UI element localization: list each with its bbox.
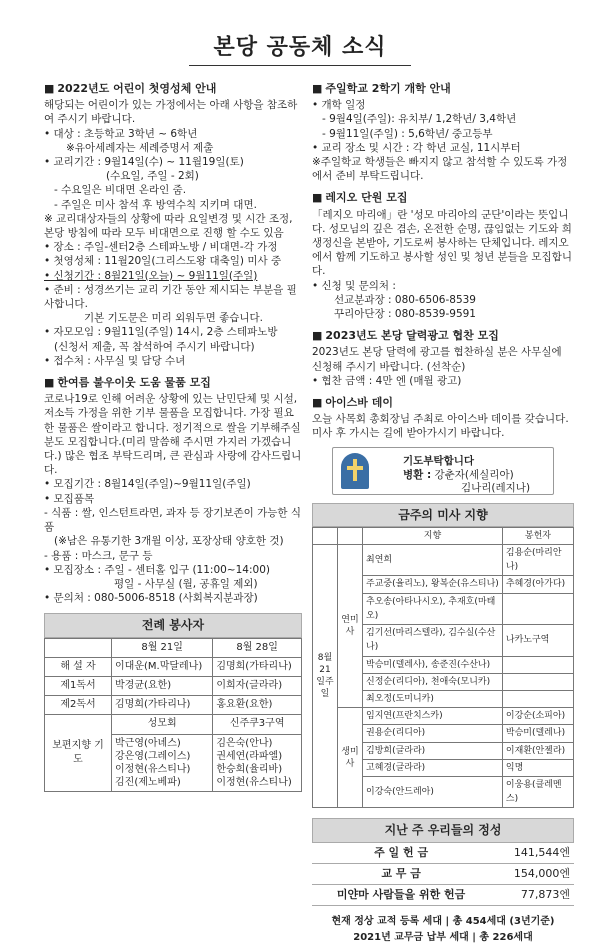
communion-wed: - 수요일은 비대면 온라인 줌. — [54, 184, 187, 197]
offering-footer — [312, 914, 574, 946]
service-banner: 전례 봉사자 — [44, 613, 302, 637]
sunday-school-line: • 개학 일정 — [312, 99, 366, 112]
prayer-line-1: 병환 : 강춘자(세실리아) — [403, 468, 514, 481]
section-heading-sunday-school: ■ 주일학교 2학기 개학 안내 — [312, 82, 451, 95]
table-row: 8월21일주일 연미사 최연희 김용순(마리안나) — [313, 545, 574, 576]
square-bullet-icon: ■ — [312, 191, 323, 205]
table-row: 해 설 자 이대운(M.막달레나) 김명희(가타리나) — [45, 657, 302, 676]
communion-period: • 교리기간 : 9월14일(수) ~ 11월19일(토) — [44, 156, 244, 169]
donation-contact: • 문의처 : 080-5006-8518 (사회복지분과장) — [44, 592, 258, 605]
prayer-title: 기도부탁합니다 — [403, 454, 475, 467]
communion-parents: • 자모모임 : 9월11일(주일) 14시, 2층 스테파노방 — [44, 326, 278, 339]
section-heading-communion: ■ 2022년도 어린이 첫영성체 안내 — [44, 82, 217, 95]
page-title: 본당 공동체 소식 — [189, 30, 410, 66]
cross-icon — [341, 453, 369, 489]
calendar-body: 2023년도 본당 달력에 광고를 협찬하실 분은 사무실에 신청해 주시기 바랍니다. (선착순) — [312, 346, 562, 373]
section-heading-calendar: ■ 2023년도 본당 달력광고 협찬 모집 — [312, 329, 499, 343]
section-heading-legio: ■ 레지오 단원 모집 — [312, 191, 408, 205]
table-row: 주교중(율리노), 왕복순(유스티나) 추혜경(아가다) — [313, 576, 574, 593]
donation-goods: - 용품 : 마스크, 문구 등 — [44, 549, 153, 562]
offering-table — [312, 843, 574, 907]
table-row: 권용순(리디아) 박승미(델레나) — [313, 725, 574, 742]
table-row: 제2독서 김명희(가타리나) 홍요환(요한) — [45, 696, 302, 715]
table-row: 박승미(델레사), 송준진(수산나) — [313, 656, 574, 673]
communion-target: • 대상 : 초등학교 3학년 ~ 6학년 — [44, 127, 198, 140]
icecream-body: 오늘 사목회 총회장님 주최로 아이스바 데이를 갖습니다. 미사 후 가시는 길에 받아가시기 바랍니다. — [312, 413, 569, 440]
table-row: 김방희(글라라) 이재환(안젤라) — [313, 742, 574, 759]
table-row: 생미사 임지연(프란치스카) 이강순(소피아) — [313, 708, 574, 725]
left-column — [44, 82, 302, 792]
donation-food-note: (※남은 유통기한 3개월 이상, 포장상태 양호한 것) — [54, 535, 284, 548]
service-date-1: 8월 21일 — [112, 638, 213, 657]
legio-contact: • 신청 및 문의처 : — [312, 279, 396, 292]
table-row: 김기선(마리스텔라), 김수실(수산나) 나카노구역 — [313, 625, 574, 656]
table-row: 제1독서 박경균(요한) 이희자(글라라) — [45, 676, 302, 695]
section-heading-icecream: ■ 아이스바 데이 — [312, 396, 393, 410]
right-column — [312, 82, 574, 946]
table-row: 신정순(리디아), 천애숙(모니카) — [313, 673, 574, 690]
sunday-school-line: • 교리 장소 및 시간 : 각 학년 교실, 11시부터 — [312, 141, 521, 154]
communion-parents2: (신청서 제출, 꼭 참석하여 주시기 바랍니다) — [54, 340, 255, 353]
prayer-request-box — [332, 447, 554, 495]
table-row: 이강숙(안드레아) 이웅용(클레멘스) — [313, 776, 574, 807]
donation-place2: 평일 - 사무실 (월, 공휴일 제외) — [114, 577, 258, 590]
donation-period: • 모집기간 : 8월14일(주일)~9월11일(주일) — [44, 478, 251, 491]
service-corner — [45, 638, 112, 657]
tithe-count: 2021년 교무금 납부 세대 | 총 226세대 — [353, 932, 533, 944]
square-bullet-icon: ■ — [312, 329, 323, 343]
square-bullet-icon: ■ — [44, 376, 55, 390]
communion-target-note: ※유아세례자는 세례증명서 제출 — [66, 141, 214, 154]
donation-food: - 식품 : 쌀, 인스턴트라면, 과자 등 장기보존이 가능한 식품 — [44, 506, 302, 534]
table-row: 보편지향 기 도 성모회 신주쿠3구역 — [45, 715, 302, 734]
service-prayer-right: 김은숙(안나) 권세연(라파엘) 한승희(율리바) 이정현(유스티나) — [213, 734, 302, 791]
prayer-line-2: 김나리(레지나) — [461, 481, 531, 494]
legio-body: 「레지오 마리애」란 '성모 마리아의 군단'이라는 뜻입니다. 성모님의 깊은 겸손, 온전한 순명, 끊임없는 기도와 희생정신을 본받아, 기도로써 봉사하는 단체입니다. 레지오에서 함께 기도하고 봉사할 성인 및 청년 분들을 모집합니다. — [312, 208, 572, 278]
service-prayer-left: 박근영(아녜스) 강은영(그레이스) 이정현(유스티나) 김진(제노베파) — [112, 734, 213, 791]
table-row: 미얀마 사람들을 위한 헌금 77,873엔 — [312, 884, 574, 905]
donation-place: • 모집장소 : 주일 - 센터홀 입구 (11:00~14:00) — [44, 563, 270, 576]
communion-first: • 첫영성체 : 11월20일(그리스도왕 대축일) 미사 중 — [44, 255, 282, 268]
communion-sun: - 주일은 미사 참석 후 방역수칙 지키며 대면. — [54, 198, 257, 211]
square-bullet-icon: ■ — [312, 82, 323, 95]
table-row: 고혜경(글라라) 익명 — [313, 759, 574, 776]
mass-col-intention: 지향 — [363, 527, 503, 544]
table-row: 추오송(아타나시오), 추재호(마태오) — [313, 593, 574, 624]
mass-banner: 금주의 미사 지향 — [312, 503, 574, 527]
square-bullet-icon: ■ — [44, 82, 55, 95]
communion-period-days: (수요일, 주일 - 2회) — [106, 170, 199, 183]
communion-note: ※ 교리대상자들의 상황에 따라 요일변경 및 시간 조정, 본당 방침에 따라 모두 비대면으로 진행 할 수도 있음 — [44, 212, 293, 240]
communion-prep2: 기본 기도문은 미리 외워두면 좋습니다. — [84, 312, 263, 325]
square-bullet-icon: ■ — [312, 396, 323, 410]
donation-items: • 모집품목 — [44, 492, 95, 505]
mass-group-living: 생미사 — [338, 708, 363, 808]
communion-reception: • 접수처 : 사무실 및 담당 수녀 — [44, 354, 186, 367]
communion-apply: • 신청기간 : 8월21일(오늘) ~ 9월11일(주일) — [44, 269, 258, 282]
communion-prep1: • 준비 : 성경쓰기는 교리 기간 동안 제시되는 부분을 필사합니다. — [44, 283, 297, 311]
table-row: 최오정(도미니카) — [313, 690, 574, 707]
donation-body: 코로나19로 인해 어려운 상황에 있는 난민단체 및 시설, 저소득 가정을 위한 기부 물품을 모집합니다. 가장 필요한 물품은 쌀이라고 합니다. 정기적으로 쌀을 기부해주실 분도 모집합니다.(미리 말씀해 주시면 가지러 가겠습니다.) 많은 협조 부탁드리며, 큰 관심과 사랑에 감사드립니다. — [44, 393, 302, 477]
service-table — [44, 638, 302, 792]
legio-contact-1: 선교분과장 : 080-6506-8539 — [334, 293, 476, 306]
calendar-price: • 협찬 금액 : 4만 엔 (매월 광고) — [312, 374, 462, 387]
communion-place: • 장소 : 주일-센터2층 스테파노방 / 비대면-각 가정 — [44, 241, 278, 254]
offering-banner: 지난 주 우리들의 정성 — [312, 818, 574, 842]
table-row: 주 일 헌 금 141,544엔 — [312, 843, 574, 864]
communion-intro: 해당되는 어린이가 있는 가정에서는 아래 사항을 참조하여 주시기 바랍니다. — [44, 99, 298, 126]
section-heading-donation: ■ 한여름 불우이웃 도움 물품 모집 — [44, 376, 211, 390]
household-count: 현재 정상 교적 등록 세대 | 총 454세대 (3년기준) — [331, 916, 555, 928]
mass-table — [312, 527, 574, 808]
mass-col-donor: 봉헌자 — [502, 527, 573, 544]
mass-date: 8월21일주일 — [313, 545, 338, 808]
legio-contact-2: 꾸리아단장 : 080-8539-9591 — [334, 308, 476, 321]
table-row: 교 무 금 154,000엔 — [312, 863, 574, 884]
sunday-school-line: - 9월11일(주일) : 5,6학년/ 중고등부 — [322, 127, 493, 140]
sunday-school-line: - 9월4일(주일): 유치부/ 1,2학년/ 3,4학년 — [322, 113, 517, 126]
service-prayer-label: 보편지향 기 도 — [45, 715, 112, 791]
mass-group-memorial: 연미사 — [338, 545, 363, 708]
service-date-2: 8월 28일 — [213, 638, 302, 657]
sunday-school-line: ※주일학교 학생들은 빠지지 않고 참석할 수 있도록 가정에서 준비 부탁드립니다. — [312, 156, 568, 183]
